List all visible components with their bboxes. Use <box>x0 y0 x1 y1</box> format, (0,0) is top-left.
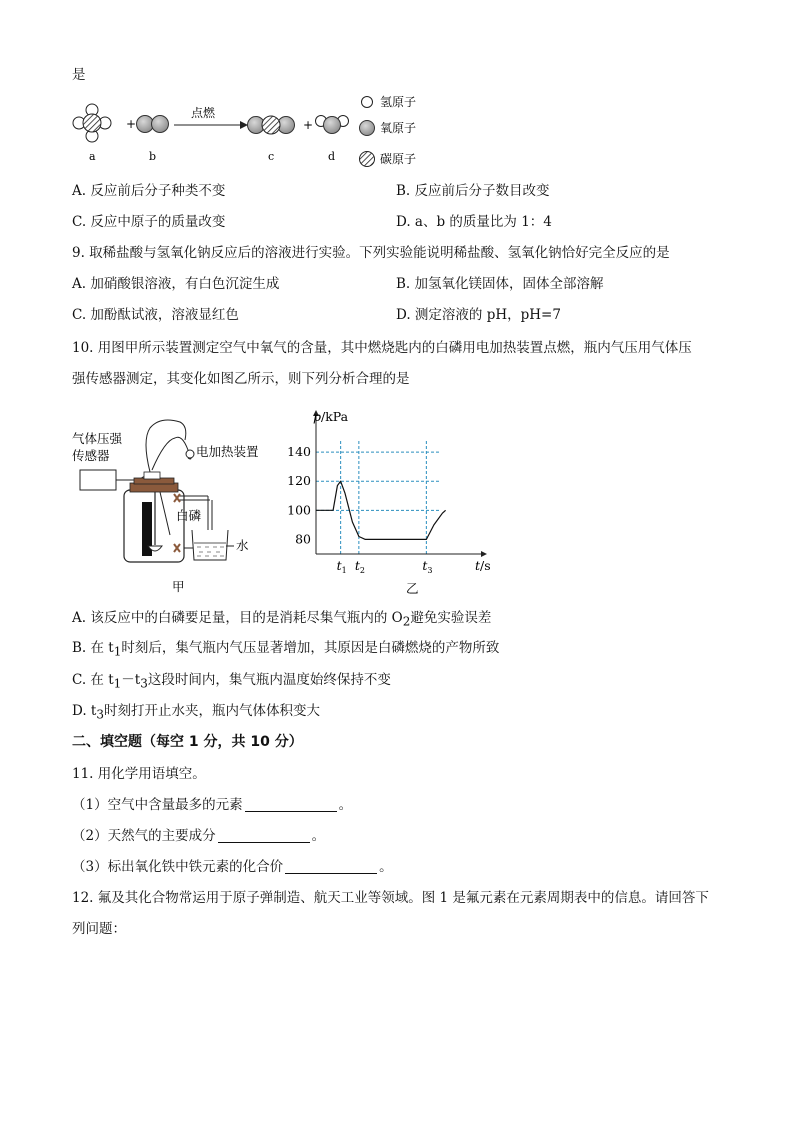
q9-option-b: B. 加氢氧化镁固体，固体全部溶解 <box>396 276 604 292</box>
water-label: 水 <box>236 538 249 553</box>
q10-option-b: B. 在 $t_1$时刻后，集气瓶内气压显著增加，其原因是白磷燃烧的产物所致 <box>72 640 500 659</box>
q9-option-a: A. 加硝酸银溶液，有白色沉淀生成 <box>72 276 280 292</box>
q10-option-d: D. $t_3$时刻打开止水夹，瓶内气体体积变大 <box>72 703 320 722</box>
x-tick-label: $t_3$ <box>422 558 433 575</box>
svg-text:+: + <box>126 117 137 131</box>
sensor-label-1: 气体压强 <box>72 431 123 446</box>
x-axis-label: t/s <box>475 558 491 573</box>
label-b: b <box>149 150 157 163</box>
heater-label: 电加热装置 <box>196 444 259 459</box>
apparatus-diagram <box>70 410 270 600</box>
sensor-label-2: 传感器 <box>72 448 110 463</box>
phosphorus-label: 白磷 <box>176 508 202 523</box>
q8-stem-tail: 是 <box>72 67 86 83</box>
q11-stem: 11. 用化学用语填空。 <box>72 766 206 782</box>
y-tick-label: 140 <box>287 444 311 460</box>
q12-line2: 列问题： <box>72 921 126 937</box>
q9-option-c: C. 加酚酞试液，溶液显红色 <box>72 307 239 323</box>
x-tick-label: $t_1$ <box>336 558 347 575</box>
y-axis-label: p/kPa <box>313 409 349 424</box>
arrow-label: 点燃 <box>191 106 216 120</box>
label-c: c <box>268 150 275 163</box>
q12-line1: 12. 氟及其化合物常运用于原子弹制造、航天工业等领域。图 1 是氟元素在元素周期表中的信息。请回答下 <box>72 890 709 906</box>
molecule-a <box>73 104 111 142</box>
x-axis-arrow <box>481 551 487 557</box>
legend-carbon: 碳原子 <box>380 152 417 166</box>
y-tick-label: 100 <box>287 502 311 518</box>
apparatus-caption: 甲 <box>172 579 185 594</box>
x-tick-label: $t_2$ <box>354 558 365 575</box>
q10-stem-line1: 10. 用图甲所示装置测定空气中氧气的含量，其中燃烧匙内的白磷用电加热装置点燃，瓶内气压用气体压 <box>72 340 692 356</box>
label-a: a <box>89 150 96 163</box>
q8-option-c: C. 反应中原子的质量改变 <box>72 214 226 230</box>
q10-option-a: A. 该反应中的白磷要足量，目的是消耗尽集气瓶内的 $O_2$避免实验误差 <box>72 610 492 629</box>
q11-item-2: （2）天然气的主要成分 。 <box>72 828 326 844</box>
q8-option-a: A. 反应前后分子种类不变 <box>72 183 226 199</box>
y-tick-label: 120 <box>287 473 311 489</box>
legend-oxygen: 氧原子 <box>380 121 417 135</box>
q10-option-c: C. 在 $t_1-t_3$这段时间内，集气瓶内温度始终保持不变 <box>72 672 391 691</box>
legend-hydrogen: 氢原子 <box>380 95 417 109</box>
label-d: d <box>328 150 336 163</box>
chart-caption: 乙 <box>406 581 419 596</box>
q8-reaction-diagram <box>70 92 440 172</box>
y-tick-label: 80 <box>295 531 311 547</box>
q10-stem-line2: 强传感器测定，其变化如图乙所示，则下列分析合理的是 <box>72 371 410 387</box>
answer-blank-1[interactable] <box>245 797 337 812</box>
answer-blank-2[interactable] <box>218 828 310 843</box>
q9-option-d: D. 测定溶液的 pH，pH=7 <box>396 307 561 323</box>
q9-stem: 9. 取稀盐酸与氢氧化钠反应后的溶液进行实验。下列实验能说明稀盐酸、氢氧化钠恰好完全反应的是 <box>72 245 670 261</box>
q11-item-1: （1）空气中含量最多的元素 。 <box>72 797 353 813</box>
q8-option-b: B. 反应前后分子数目改变 <box>396 183 550 199</box>
answer-blank-3[interactable] <box>285 859 377 874</box>
molecule-c <box>248 116 295 134</box>
svg-text:+: + <box>303 118 314 132</box>
section2-heading: 二、填空题（每空 1 分，共 10 分） <box>72 734 303 750</box>
molecule-d <box>316 116 349 134</box>
legend <box>360 95 417 167</box>
q11-item-3: （3）标出氧化铁中铁元素的化合价 。 <box>72 859 393 875</box>
pressure-chart <box>280 405 495 600</box>
q8-option-d: D. a、b 的质量比为 1：4 <box>396 214 552 230</box>
molecule-b <box>137 116 169 133</box>
